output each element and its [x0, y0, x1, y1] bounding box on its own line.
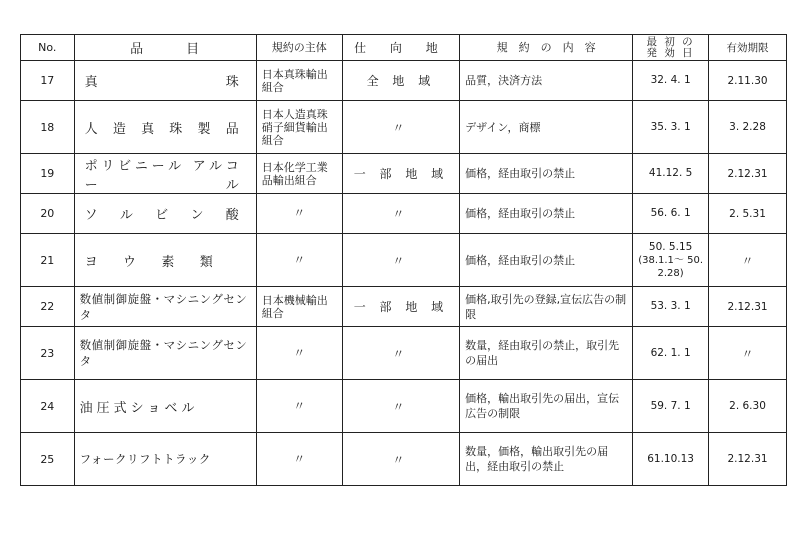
row-expiry: 2. 5.31	[709, 194, 787, 234]
row-item: 真 珠	[74, 61, 256, 101]
header-first-line1: 最 初 の	[646, 35, 695, 48]
row-content: 価格，経由取引の禁止	[460, 234, 633, 287]
row-content: デザイン，商標	[460, 101, 633, 154]
header-body: 規約の主体	[256, 35, 342, 61]
row-expiry: 2.11.30	[709, 61, 787, 101]
row-first-date: 53. 3. 1	[633, 287, 709, 327]
row-expiry: 3. 2.28	[709, 101, 787, 154]
row-first-date: 35. 3. 1	[633, 101, 709, 154]
row-expiry: 2.12.31	[709, 154, 787, 194]
row-body: 日本化学工業品輸出組合	[256, 154, 342, 194]
row-item: フォークリフトトラック	[74, 433, 256, 486]
row-no: 20	[21, 194, 75, 234]
row-content: 価格，経由取引の禁止	[460, 154, 633, 194]
row-body: 〃	[256, 194, 342, 234]
row-first-date: 62. 1. 1	[633, 327, 709, 380]
header-first-effective-date	[633, 35, 709, 61]
row-body: 日本真珠輸出組合	[256, 61, 342, 101]
row-body: 〃	[256, 234, 342, 287]
row-destination: 〃	[342, 194, 459, 234]
row-destination: 〃	[342, 234, 459, 287]
row-item: 数値制御旋盤・マシニングセンタ	[74, 287, 256, 327]
row-body: 〃	[256, 380, 342, 433]
row-destination: 〃	[342, 327, 459, 380]
table-row	[21, 327, 787, 380]
header-destination: 仕 向 地	[342, 35, 459, 61]
row-expiry: 2. 6.30	[709, 380, 787, 433]
row-item: ヨウ素類	[74, 234, 256, 287]
row-item: ポリビニール アルコール	[74, 154, 256, 194]
row-item: ソルビン酸	[74, 194, 256, 234]
row-destination: 一 部 地 域	[342, 154, 459, 194]
row-no: 21	[21, 234, 75, 287]
row-destination: 〃	[342, 101, 459, 154]
row-no: 25	[21, 433, 75, 486]
row-first-date: 41.12. 5	[633, 154, 709, 194]
row-expiry: 〃	[709, 327, 787, 380]
row-destination: 〃	[342, 433, 459, 486]
row-first-date: 32. 4. 1	[633, 61, 709, 101]
row-no: 18	[21, 101, 75, 154]
header-first-line2: 発 効 日	[646, 46, 695, 59]
row-expiry: 2.12.31	[709, 433, 787, 486]
row-body: 〃	[256, 327, 342, 380]
row-content: 価格，輸出取引先の届出，宣伝広告の制限	[460, 380, 633, 433]
row-item: 油圧式ショベル	[74, 380, 256, 433]
row-expiry: 2.12.31	[709, 287, 787, 327]
row-item: 数値制御旋盤・マシニングセンタ	[74, 327, 256, 380]
row-body: 日本機械輸出組合	[256, 287, 342, 327]
table-row	[21, 61, 787, 101]
row-first-date: 59. 7. 1	[633, 380, 709, 433]
table-row	[21, 101, 787, 154]
header-item: 品 目	[74, 35, 256, 61]
row-first-date	[633, 234, 709, 287]
row-content: 価格,取引先の登録,宣伝広告の制限	[460, 287, 633, 327]
row-first-date-main: 50. 5.15	[648, 240, 693, 253]
row-item: 人造真珠製品	[74, 101, 256, 154]
table-row	[21, 287, 787, 327]
header-expiry: 有効期限	[709, 35, 787, 61]
row-no: 23	[21, 327, 75, 380]
row-content: 数量，価格，輸出取引先の届出，経由取引の禁止	[460, 433, 633, 486]
row-first-date: 61.10.13	[633, 433, 709, 486]
row-no: 17	[21, 61, 75, 101]
export-cartel-table	[20, 34, 787, 486]
row-body: 〃	[256, 433, 342, 486]
row-destination: 〃	[342, 380, 459, 433]
table-row	[21, 194, 787, 234]
row-destination: 全 地 域	[342, 61, 459, 101]
row-first-date: 56. 6. 1	[633, 194, 709, 234]
header-no: No.	[21, 35, 75, 61]
table-row	[21, 154, 787, 194]
table-row	[21, 433, 787, 486]
row-expiry: 〃	[709, 234, 787, 287]
table-row	[21, 234, 787, 287]
header-content: 規 約 の 内 容	[460, 35, 633, 61]
row-no: 22	[21, 287, 75, 327]
row-destination: 一 部 地 域	[342, 287, 459, 327]
row-content: 価格，経由取引の禁止	[460, 194, 633, 234]
table-row	[21, 380, 787, 433]
row-body: 日本人造真珠硝子細貨輸出組合	[256, 101, 342, 154]
row-content: 品質，決済方法	[460, 61, 633, 101]
row-no: 19	[21, 154, 75, 194]
row-first-date-note: (38.1.1～ 50. 2.28)	[638, 254, 703, 279]
row-no: 24	[21, 380, 75, 433]
table-header-row	[21, 35, 787, 61]
row-content: 数量，経由取引の禁止，取引先の届出	[460, 327, 633, 380]
